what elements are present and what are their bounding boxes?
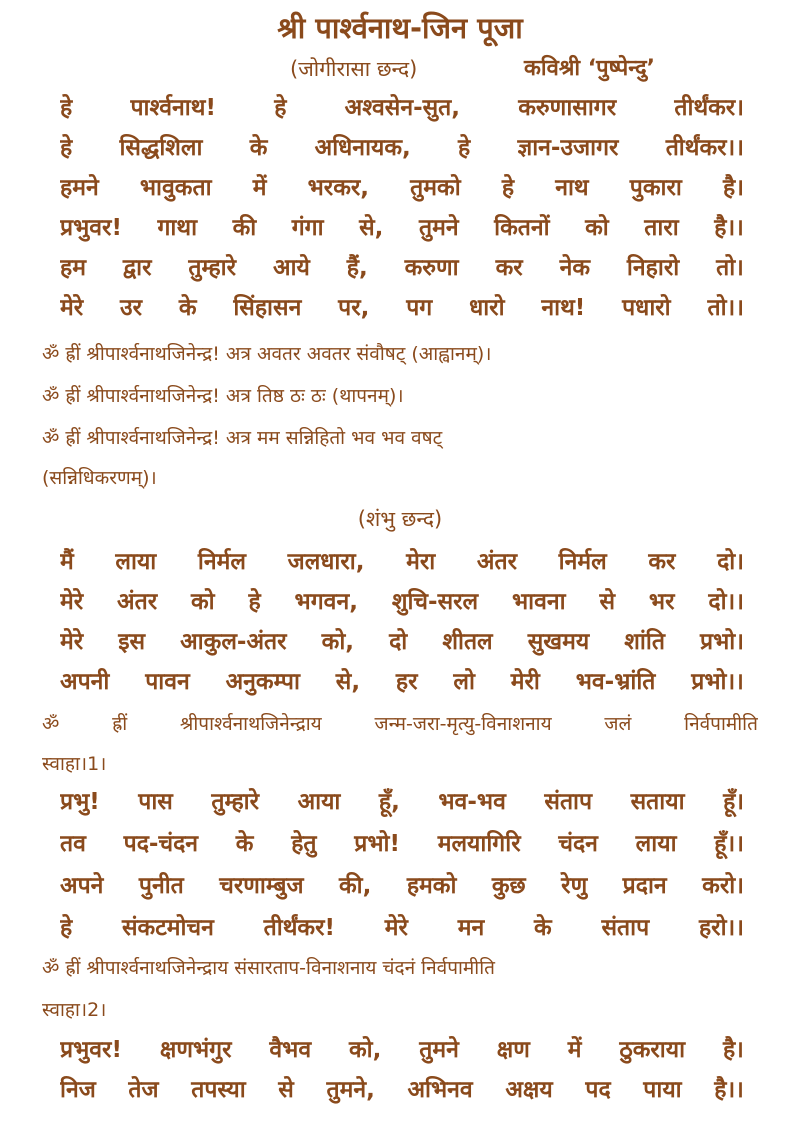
page-title: श्री पार्श्वनाथ-जिन पूजा (277, 11, 523, 45)
verse-word: तारा (644, 215, 679, 241)
verse-word: क्षणभंगुर (159, 1037, 232, 1063)
verse-word: शांति (624, 629, 665, 655)
verse-line (60, 1030, 744, 1070)
verse-word: धारो (469, 295, 505, 321)
mantra-word: जन्म-जरा-मृत्यु-विनाशनाय (374, 713, 552, 735)
mantra-word: श्रीपार्श्वनाथजिनेन्द्राय (179, 713, 322, 735)
verse-word: तुम्हारे (211, 789, 260, 815)
verse-word: पद-चंदन (123, 831, 199, 857)
verse-word: उर (120, 295, 143, 321)
verse-word: हर (395, 669, 418, 695)
verse-word: निज (60, 1077, 96, 1103)
verse-line (60, 208, 744, 248)
verse-line (60, 908, 744, 948)
verse-word: तीर्थंकर।। (665, 135, 744, 161)
verse-word: करुणा (404, 255, 459, 281)
verse-line (60, 248, 744, 288)
verse-word: भरकर, (307, 175, 370, 201)
verse-word: अपने (60, 873, 104, 899)
verse-word: अपनी (60, 669, 110, 695)
meter-label-jogirasa: (जोगीरासा छन्द) (290, 57, 418, 81)
verse-word: अंतर (476, 549, 517, 575)
verse-word: क्षण (496, 1037, 530, 1063)
verse-word: तव (60, 831, 86, 857)
mantra-word: निर्वपामीति (684, 713, 758, 735)
verse-word: मेरे (60, 589, 84, 615)
verse-word: जलधारा, (287, 549, 365, 575)
verse-word: से, (335, 669, 361, 695)
verse-word: द्वार (122, 255, 152, 281)
verse-word: भगवन, (294, 589, 358, 615)
verse-word: तेज (128, 1077, 159, 1103)
verse-word: भर (648, 589, 675, 615)
verse-word: की, (339, 873, 372, 899)
verse-word: लाया (115, 549, 157, 575)
verse-word: तीर्थंकर। (674, 95, 744, 121)
verse-word: तो।। (707, 295, 744, 321)
verse-word: प्रभो! (354, 831, 400, 857)
verse-word: सुखमय (527, 629, 590, 655)
verse-line (60, 824, 744, 864)
verse-word: निर्मल (197, 549, 246, 575)
verse-word: हे (60, 915, 73, 941)
verse-line (60, 662, 744, 702)
verse-word: तुमने (419, 1037, 459, 1063)
verse-line (60, 1070, 744, 1110)
verse-word: कर (648, 549, 676, 575)
verse-word: नाथ (555, 175, 589, 201)
verse-word: है।। (714, 1077, 744, 1103)
verse-word: है।। (714, 215, 744, 241)
verse-word: हम (60, 255, 86, 281)
verse-word: भावना (512, 589, 566, 615)
verse-word: नेक (559, 255, 590, 281)
verse-word: के (534, 915, 552, 941)
verse-word: से (278, 1077, 294, 1103)
verse-word: निहारो (626, 255, 680, 281)
verse-word: है। (723, 175, 744, 201)
verse-word: के (235, 831, 254, 857)
verse-word: अंतर (117, 589, 158, 615)
verse-word: मेरा (406, 549, 436, 575)
verse-line (60, 88, 744, 128)
verse-line (60, 168, 744, 208)
verse-word: प्रभो।। (691, 669, 744, 695)
mantra-line: स्वाहा।2। (42, 999, 107, 1021)
verse-word: तपस्या (191, 1077, 246, 1103)
verse-word: तुमने (418, 215, 459, 241)
verse-word: करुणासागर (518, 95, 617, 121)
verse-word: भव-भ्रांति (575, 669, 656, 695)
verse-word: रेणु (561, 873, 588, 899)
verse-word: सताया (630, 789, 685, 815)
verse-word: पावन (145, 669, 190, 695)
verse-word: कितनों (494, 215, 550, 241)
verse-word: पद (585, 1077, 611, 1103)
verse-word: प्रभो। (700, 629, 744, 655)
meter-label-shambhu: (शंभु छन्द) (357, 507, 443, 531)
verse-word: को, (321, 629, 355, 655)
meta-row (0, 52, 800, 86)
verse-word: अश्वसेन-सुत, (344, 95, 461, 121)
verse-word: हे (458, 135, 471, 161)
verse-word: मलयागिरि (437, 831, 521, 857)
verse-word: करो। (702, 873, 744, 899)
verse-word: पग (406, 295, 433, 321)
verse-word: तुमने, (326, 1077, 375, 1103)
verse-word: में (252, 175, 267, 201)
verse-line (60, 128, 744, 168)
verse-line (60, 288, 744, 328)
verse-word: पधारो (622, 295, 671, 321)
verse-word: इस (118, 629, 146, 655)
mantra-line (42, 706, 758, 742)
verse-word: को (190, 589, 215, 615)
verse-word: लाया (635, 831, 677, 857)
verse-word: आये (272, 255, 310, 281)
verse-word: अभिनव (407, 1077, 473, 1103)
mantra-word: ह्रीं (112, 713, 128, 735)
verse-word: मेरी (510, 669, 540, 695)
verse-word: सिंहासन (233, 295, 302, 321)
verse-word: चरणाम्बुज (219, 873, 304, 899)
verse-line (60, 582, 744, 622)
verse-word: लो (453, 669, 475, 695)
verse-word: अधिनायक, (314, 135, 411, 161)
mantra-line: (सन्निधिकरणम्)। (42, 467, 157, 489)
verse-word: तुमको (410, 175, 461, 201)
verse-word: ज्ञान-उजागर (517, 135, 619, 161)
verse-word: कुछ (491, 873, 526, 899)
verse-word: के (249, 135, 268, 161)
mantra-word: ॐ (42, 713, 60, 735)
verse-word: हमको (406, 873, 457, 899)
verse-word: भव-भव (438, 789, 506, 815)
verse-word: के (178, 295, 197, 321)
verse-word: ठुकराया (619, 1037, 686, 1063)
verse-word: प्रभुवर! (60, 1037, 122, 1063)
verse-word: मेरे (384, 915, 408, 941)
verse-word: हे (60, 135, 73, 161)
verse-word: से, (359, 215, 384, 241)
verse-word: अनुकम्पा (225, 669, 300, 695)
verse-line (60, 782, 744, 822)
verse-word: है। (722, 1037, 744, 1063)
verse-word: आकुल-अंतर (180, 629, 287, 655)
verse-word: हे (60, 95, 73, 121)
verse-word: शीतल (442, 629, 493, 655)
verse-word: हरो।। (698, 915, 744, 941)
verse-word: हैं, (346, 255, 368, 281)
verse-word: तुम्हारे (188, 255, 237, 281)
verse-word: भावुकता (139, 175, 212, 201)
verse-word: तो। (716, 255, 744, 281)
verse-word: प्रभु! (60, 789, 100, 815)
verse-word: संताप (601, 915, 650, 941)
verse-word: हेतु (291, 831, 317, 857)
verse-word: पुकारा (629, 175, 682, 201)
verse-word: दो (389, 629, 408, 655)
mantra-line: ॐ ह्रीं श्रीपार्श्वनाथजिनेन्द्र! अत्र तिष्ठ ठः ठः (थापनम्)। (42, 385, 404, 407)
verse-word: को (585, 215, 609, 241)
verse-word: तीर्थंकर! (263, 915, 335, 941)
verse-word: दो।। (708, 589, 744, 615)
verse-line (60, 622, 744, 662)
verse-word: हमने (60, 175, 99, 201)
verse-word: में (567, 1037, 582, 1063)
verse-word: मैं (60, 549, 74, 575)
verse-word: अक्षय (505, 1077, 553, 1103)
verse-word: सिद्धशिला (119, 135, 203, 161)
verse-word: निर्मल (558, 549, 607, 575)
verse-word: पार्श्वनाथ! (130, 95, 216, 121)
verse-word: संकटमोचन (122, 915, 214, 941)
verse-word: संताप (544, 789, 593, 815)
mantra-line: ॐ ह्रीं श्रीपार्श्वनाथजिनेन्द्र! अत्र अवतर अवतर संवौषट् (आह्वानम्)। (42, 343, 492, 365)
mantra-line: ॐ ह्रीं श्रीपार्श्वनाथजिनेन्द्राय संसारताप-विनाशनाय चंदनं निर्वपामीति (42, 957, 495, 979)
verse-line (60, 542, 744, 582)
mantra-line: ॐ ह्रीं श्रीपार्श्वनाथजिनेन्द्र! अत्र मम सन्निहितो भव भव वषट् (42, 427, 443, 449)
verse-word: शुचि-सरल (391, 589, 479, 615)
verse-word: प्रभुवर! (60, 215, 122, 241)
verse-word: मेरे (60, 629, 84, 655)
verse-word: पास (138, 789, 173, 815)
verse-word: हे (501, 175, 515, 201)
verse-word: हूँ। (723, 789, 744, 815)
verse-word: पुनीत (138, 873, 184, 899)
mantra-line: स्वाहा।1। (42, 753, 107, 775)
verse-word: हूँ।। (714, 831, 744, 857)
verse-word: मेरे (60, 295, 84, 321)
verse-word: कर (495, 255, 523, 281)
verse-word: प्रदान (622, 873, 667, 899)
verse-word: से (599, 589, 616, 615)
verse-word: हे (274, 95, 287, 121)
verse-word: हे (248, 589, 261, 615)
verse-word: दो। (717, 549, 744, 575)
verse-word: को, (348, 1037, 382, 1063)
verse-word: गाथा (157, 215, 198, 241)
verse-word: की (232, 215, 257, 241)
verse-word: आया (297, 789, 341, 815)
verse-word: मन (457, 915, 485, 941)
verse-word: चंदन (558, 831, 598, 857)
mantra-word: जलं (604, 713, 632, 735)
verse-word: नाथ! (541, 295, 586, 321)
verse-word: पर, (338, 295, 370, 321)
verse-word: वैभव (269, 1037, 312, 1063)
verse-word: हूँ, (378, 789, 400, 815)
poet-credit: कविश्री ‘पुष्पेन्दु’ (524, 56, 656, 81)
verse-line (60, 866, 744, 906)
verse-word: पाया (643, 1077, 682, 1103)
verse-word: गंगा (291, 215, 324, 241)
